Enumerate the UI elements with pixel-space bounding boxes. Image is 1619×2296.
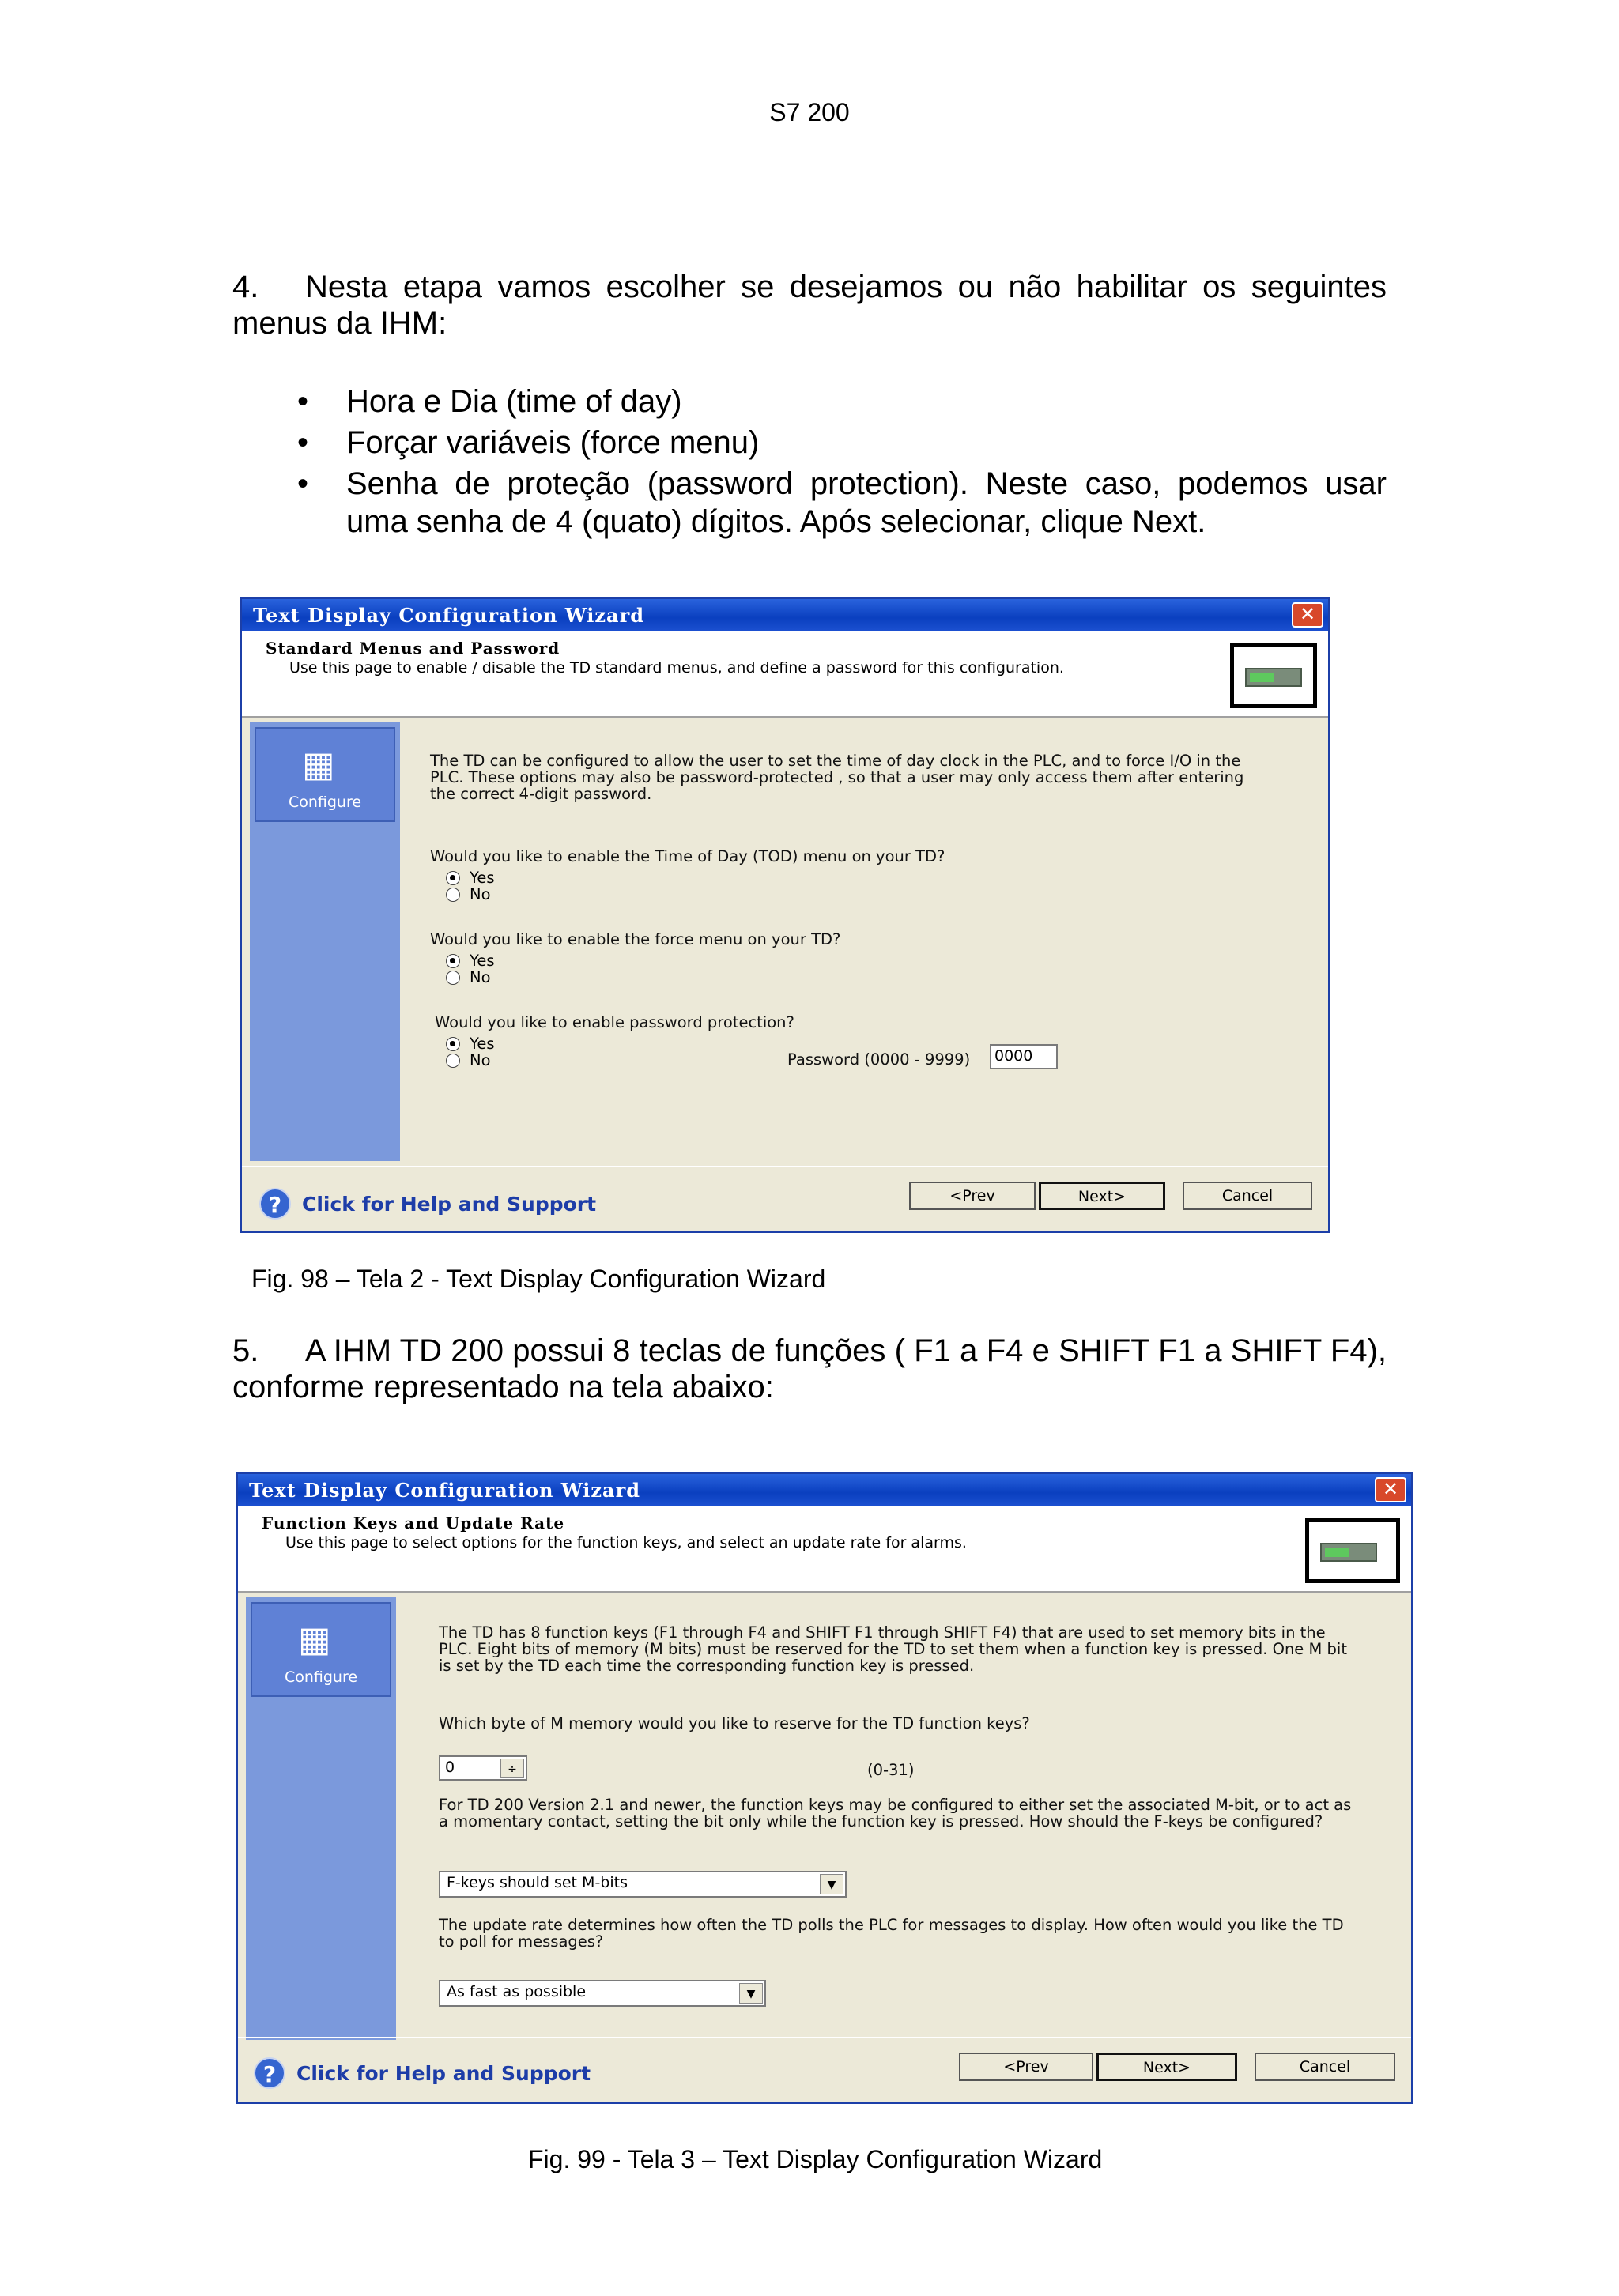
header-subtitle: Use this page to enable / disable the TD standard menus, and define a password for this configuration. [289, 659, 1064, 677]
help-icon: ? [254, 2057, 285, 2089]
wizard-dialog-function-keys [236, 1472, 1413, 2104]
radio-icon [446, 1054, 460, 1068]
chevron-down-icon[interactable]: ▼ [739, 1983, 763, 2004]
figure-caption-99: Fig. 99 - Tela 3 – Text Display Configuration Wizard [528, 2145, 1103, 2173]
sidebar-item-configure[interactable]: ▦ Configure [251, 1602, 391, 1697]
wizard-sidebar [250, 722, 400, 1161]
help-icon: ? [259, 1188, 291, 1220]
dialog-header [242, 631, 1328, 718]
radio-tod-yes[interactable]: Yes [446, 869, 494, 887]
radio-force-yes[interactable]: Yes [446, 952, 494, 970]
step-5-number: 5. [232, 1333, 259, 1368]
header-subtitle: Use this page to select options for the function keys, and select an update rate for alarms. [285, 1534, 967, 1551]
close-button[interactable]: ✕ [1292, 602, 1323, 628]
radio-password-yes[interactable]: Yes [446, 1035, 494, 1053]
next-button[interactable]: Next> [1096, 2053, 1237, 2081]
step-5-text: A IHM TD 200 possui 8 teclas de funções ( F1 a F4 e SHIFT F1 a SHIFT F4), conforme representado na tela abaixo: [232, 1333, 1387, 1404]
wizard-sidebar [246, 1597, 396, 2040]
step-4-text: Nesta etapa vamos escolher se desejamos ou não habilitar os seguintes menus da IHM: [232, 270, 1387, 341]
question-update-rate: The update rate determines how often the TD polls the PLC for messages to display. How often would you like the TD to poll for messages? [439, 1916, 1344, 1951]
bullet-item: • Hora e Dia (time of day) [297, 384, 682, 419]
header-title: Standard Menus and Password [266, 639, 560, 658]
radio-icon [446, 888, 460, 902]
question-tod: Would you like to enable the Time of Day (TOD) menu on your TD? [430, 847, 945, 865]
password-input[interactable]: 0000 [990, 1044, 1058, 1069]
step-5-paragraph [232, 1333, 1387, 1405]
m-byte-spinbox[interactable]: 0 ÷ [439, 1755, 527, 1781]
dialog-footer [242, 1166, 1328, 1231]
wizard-dialog-standard-menus [240, 597, 1330, 1233]
chevron-down-icon[interactable]: ▼ [820, 1874, 843, 1894]
figure-caption-98: Fig. 98 – Tela 2 - Text Display Configuration Wizard [251, 1265, 826, 1293]
question-password: Would you like to enable password protection? [435, 1013, 794, 1031]
intro-text: The TD can be configured to allow the user to set the time of day clock in the PLC, and to force I/O in the PLC. These options may also be password-protected , so that a user may only access them after entering the correct 4-digit password. [430, 752, 1244, 803]
cancel-button[interactable]: Cancel [1255, 2053, 1395, 2081]
header-title: Function Keys and Update Rate [262, 1514, 565, 1533]
radio-icon [446, 1037, 460, 1051]
prev-button[interactable]: <Prev [909, 1182, 1036, 1210]
configure-device-icon: ▦ [302, 745, 335, 785]
dialog-titlebar: Text Display Configuration Wizard [238, 1474, 1411, 1506]
help-support-link[interactable]: ? Click for Help and Support [259, 1188, 596, 1220]
step-4-number: 4. [232, 270, 259, 304]
prev-button[interactable]: <Prev [959, 2053, 1093, 2081]
help-support-link[interactable]: ? Click for Help and Support [254, 2057, 591, 2089]
next-button[interactable]: Next> [1039, 1182, 1165, 1210]
radio-tod-no[interactable]: No [446, 885, 491, 903]
question-fkeys: For TD 200 Version 2.1 and newer, the function keys may be configured to either set the associated M-bit, or to act as a momentary contact, setting the bit only while the function key is pressed. How should the F-keys be configured? [439, 1796, 1352, 1830]
radio-icon [446, 871, 460, 885]
dialog-footer [238, 2037, 1411, 2102]
radio-icon [446, 954, 460, 968]
password-label: Password (0000 - 9999) [787, 1050, 971, 1069]
page-header: S7 200 [769, 98, 850, 126]
dialog-titlebar: Text Display Configuration Wizard [242, 599, 1328, 631]
spin-icon[interactable]: ÷ [500, 1759, 524, 1778]
bullet-item: • Forçar variáveis (force menu) [297, 425, 760, 460]
close-button[interactable]: ✕ [1375, 1477, 1406, 1502]
td-device-icon [1305, 1518, 1400, 1583]
question-force: Would you like to enable the force menu on your TD? [430, 930, 841, 948]
dialog-header [238, 1506, 1411, 1593]
intro-text: The TD has 8 function keys (F1 through F4 and SHIFT F1 through SHIFT F4) that are used to set memory bits in the PLC. Eight bits of memory (M bits) must be reserved for the TD to set them when a function key is pressed. One M bit is set by the TD each time the corresponding function key is pressed. [439, 1623, 1347, 1675]
step-4-bullet-list [297, 383, 1387, 544]
radio-force-no[interactable]: No [446, 968, 491, 986]
question-m-byte: Which byte of M memory would you like to reserve for the TD function keys? [439, 1714, 1030, 1732]
m-byte-range: (0-31) [867, 1761, 915, 1779]
td-device-icon [1230, 643, 1317, 708]
radio-password-no[interactable]: No [446, 1051, 491, 1069]
bullet-item: • Senha de proteção (password protection). Neste caso, podemos usar uma senha de 4 (quato) dígitos. Após selecionar, clique Next. [297, 466, 1387, 539]
fkeys-mode-select[interactable]: F-keys should set M-bits ▼ [439, 1871, 847, 1898]
configure-device-icon: ▦ [298, 1619, 331, 1660]
cancel-button[interactable]: Cancel [1183, 1182, 1312, 1210]
step-4-paragraph [232, 269, 1387, 341]
sidebar-item-configure[interactable]: ▦ Configure [255, 727, 395, 822]
update-rate-select[interactable]: As fast as possible ▼ [439, 1980, 766, 2007]
radio-icon [446, 971, 460, 985]
